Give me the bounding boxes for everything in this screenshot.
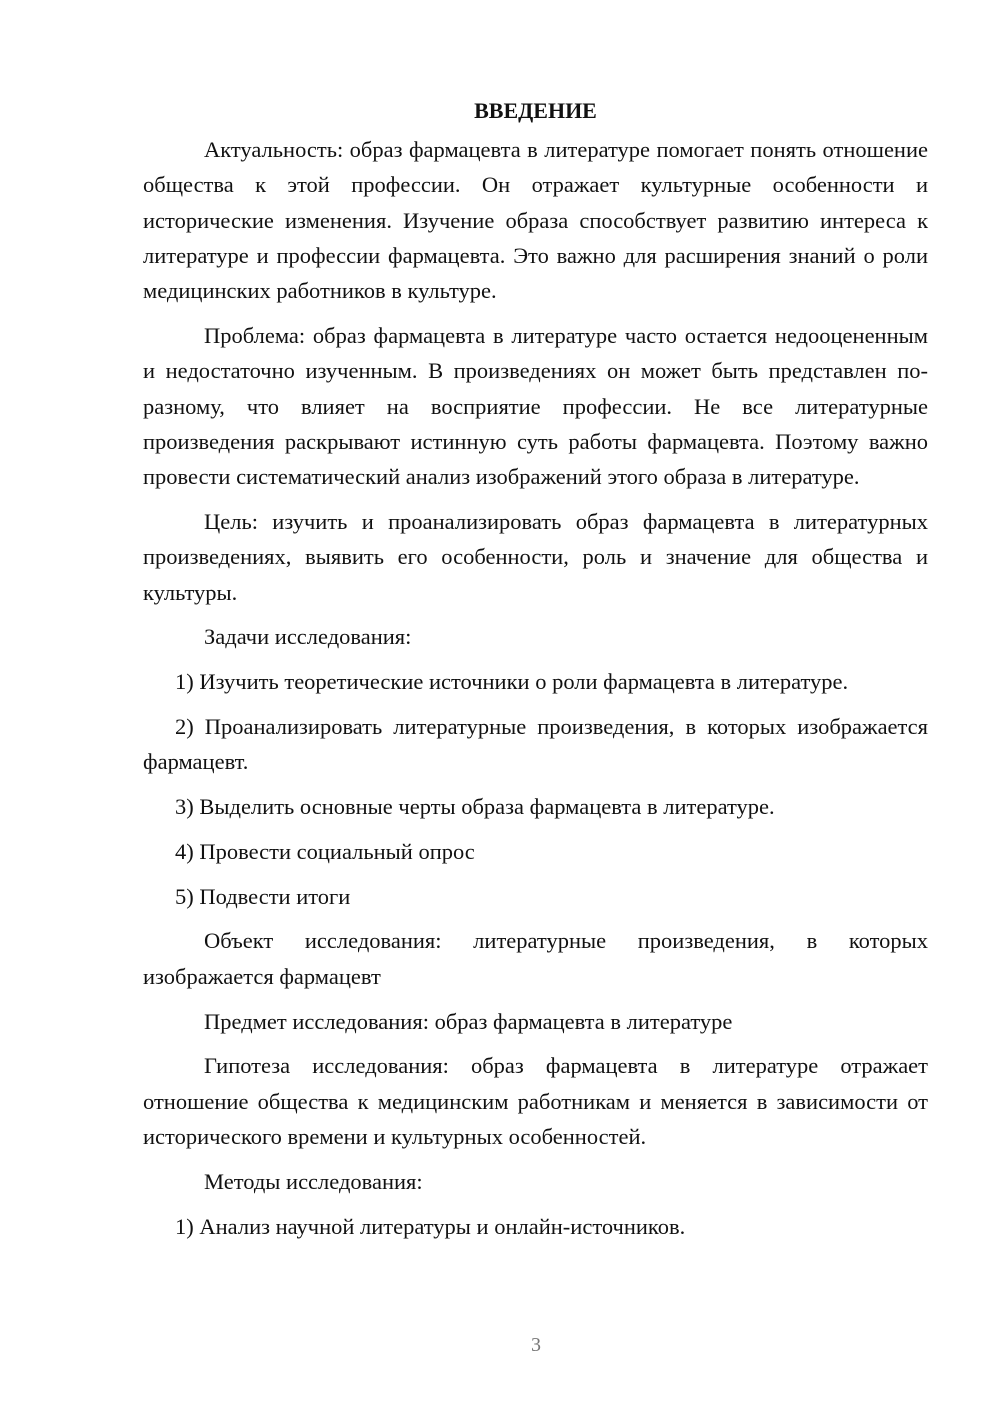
object-paragraph: Объект исследования: литературные произведения, в которых изображается фармацевт (143, 928, 928, 989)
goal-paragraph: Цель: изучить и проанализировать образ фармацевта в литературных произведениях, выявить его особенности, роль и значение для общества и культуры. (143, 508, 928, 605)
methods-heading: Методы исследования: (204, 1168, 423, 1194)
task-item-5: 5) Подвести итоги (175, 883, 351, 909)
problem-paragraph: Проблема: образ фармацевта в литературе часто остается недооцененным и недостаточно изученным. В произведениях он может быть представлен по-разному, что влияет на восприятие профессии. Не все литературные произведения раскрывают истинную суть работы фармацевта. Поэтому важно провести систематический анализ изображений этого образа в литературе. (143, 322, 928, 490)
hypothesis-paragraph: Гипотеза исследования: образ фармацевта в литературе отражает отношение общества к медицинским работникам и меняется в зависимости от исторического времени и культурных особенностей. (143, 1053, 928, 1149)
task-item-2: 2) Проанализировать литературные произведения, в которых изображается фармацевт. (143, 713, 928, 775)
task-item-3: 3) Выделить основные черты образа фармацевта в литературе. (175, 794, 775, 820)
section-heading: ВВЕДЕНИЕ (474, 98, 597, 123)
task-item-1: 1) Изучить теоретические источники о роли фармацевта в литературе. (175, 669, 849, 695)
page-content (143, 94, 928, 1244)
task-item-4: 4) Провести социальный опрос (175, 838, 475, 864)
tasks-heading: Задачи исследования: (204, 624, 412, 650)
subject-paragraph: Предмет исследования: образ фармацевта в литературе (204, 1008, 733, 1034)
page-number: 3 (531, 1334, 541, 1356)
method-item-1: 1) Анализ научной литературы и онлайн-источников. (175, 1213, 686, 1239)
relevance-paragraph: Актуальность: образ фармацевта в литературе помогает понять отношение общества к этой профессии. Он отражает культурные особенности и исторические изменения. Изучение образа способствует развитию интереса к литературе и профессии фармацевта. Это важно для расширения знаний о роли медицинских работников в культуре. (143, 137, 928, 304)
